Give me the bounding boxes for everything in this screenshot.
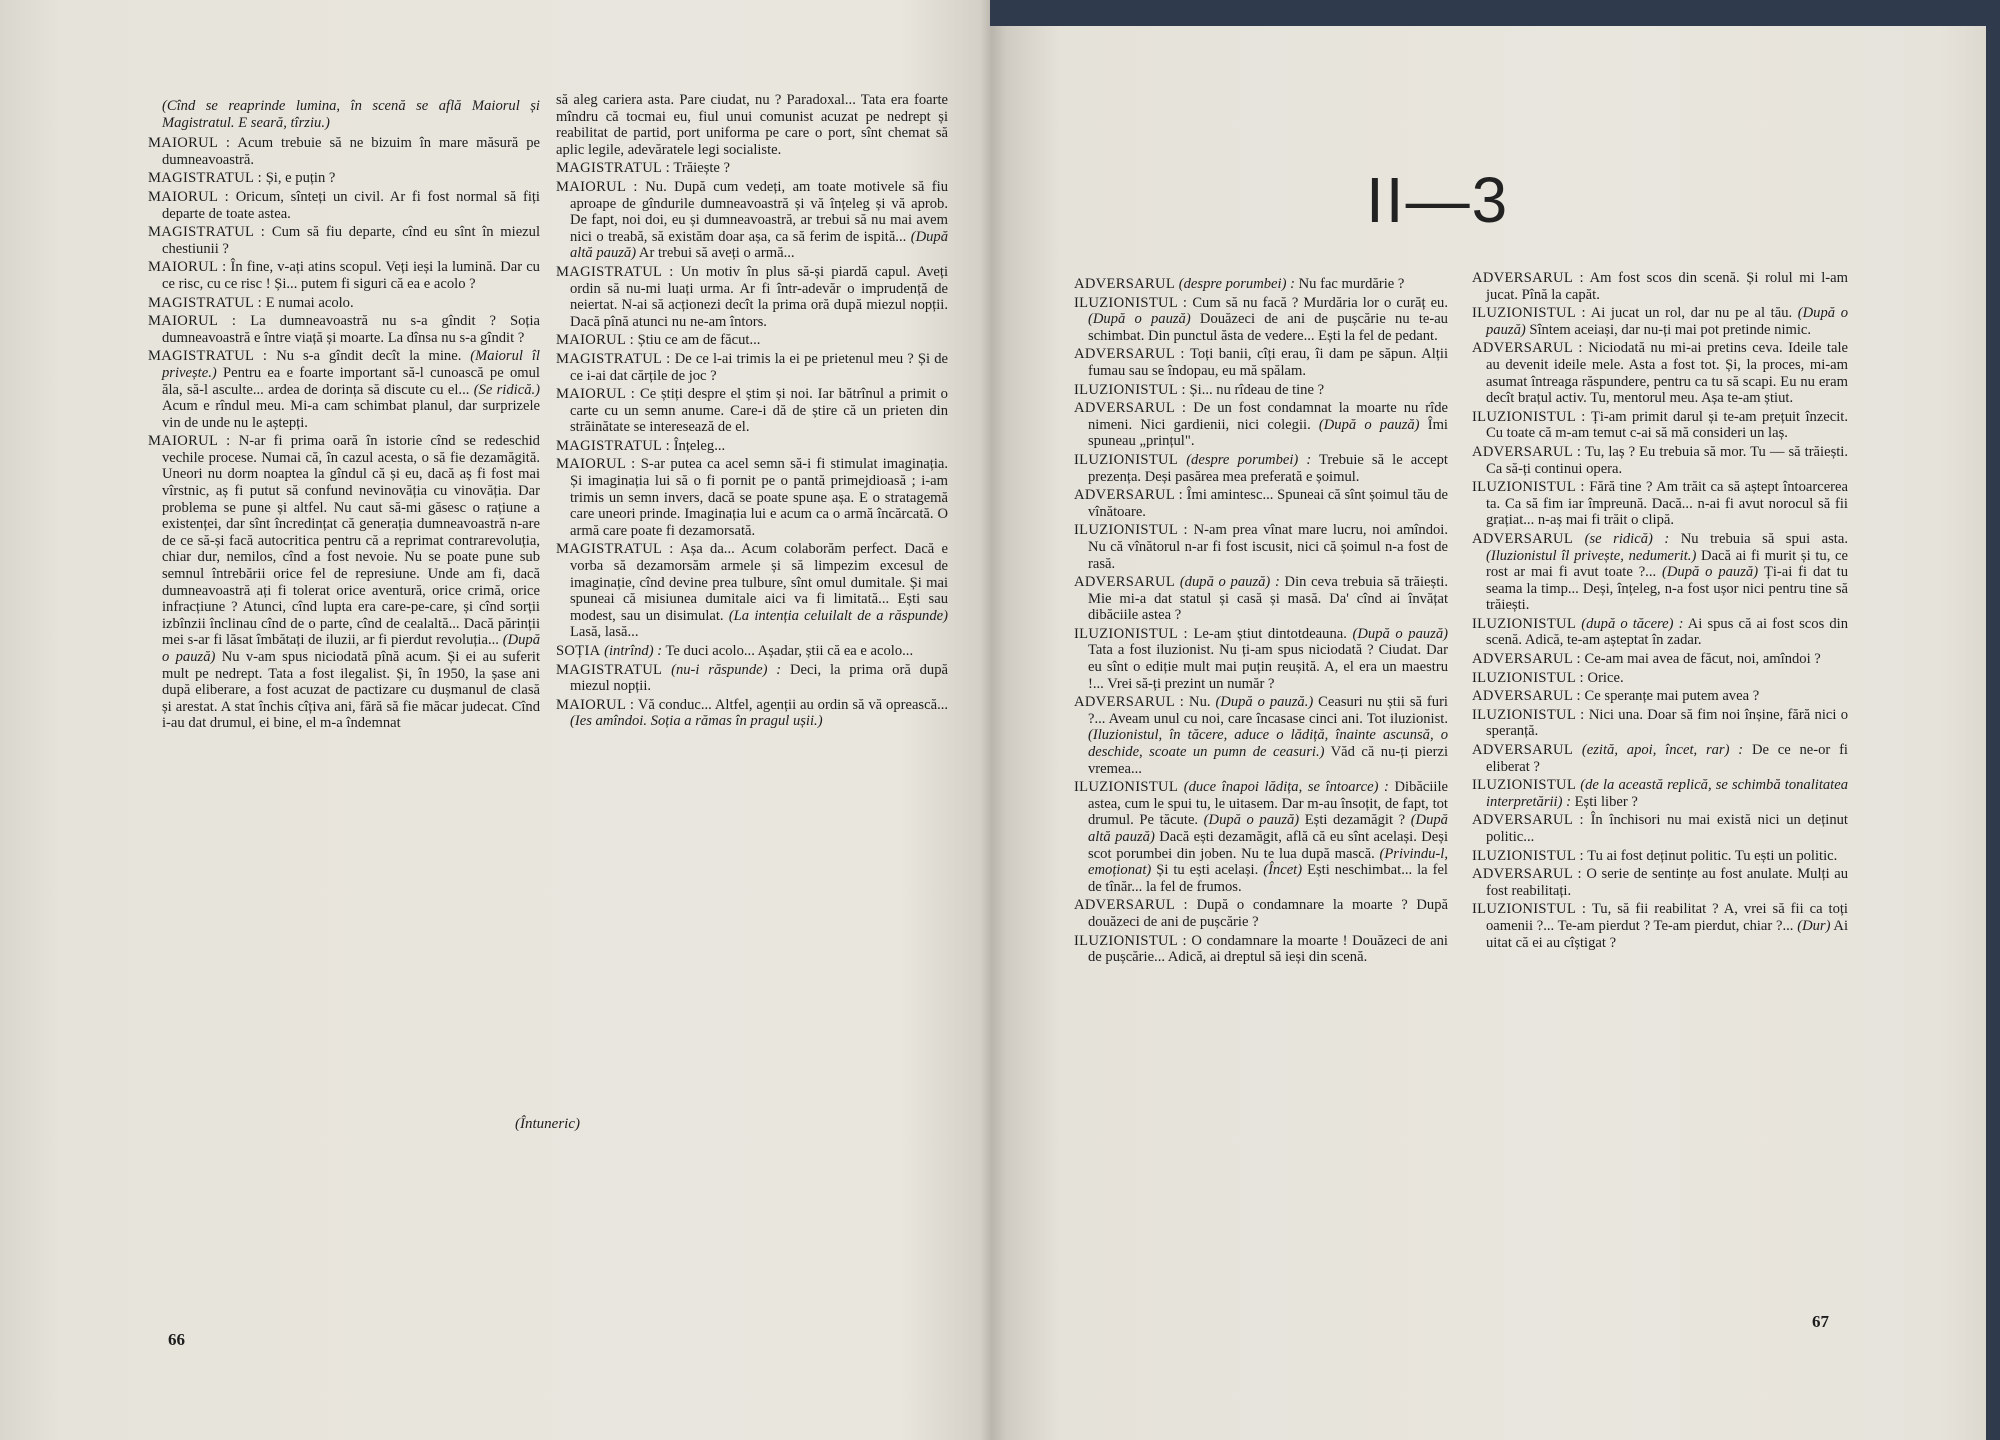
speaker-name: MAIORUL : [148,313,237,330]
dialogue-line [1074,933,1448,966]
dialogue-text: Ești dezamăgit ? [1304,812,1406,829]
dialogue-line [556,643,948,660]
right-page-column-2 [1472,270,1848,953]
dialogue-line [148,348,540,431]
dialogue-text: Un motiv în plus să-și piardă capul. Aveți ordin să nu-mi luați urma. Ar fi într-adevăr o imprudență de neiertat. N-ai să acționezi decît la prima oră după miezul nopții. Dacă pînă atunci nu ne-am întors. [570,263,948,330]
dialogue-text: Lasă, lasă... [570,624,639,641]
dialogue-text: Ți-am primit darul și te-am prețuit înzecit. Cu toate că m-am temut c-ai să mă consideri un laș. [1486,408,1849,442]
dialogue-line [1472,444,1848,477]
speaker-name: ILUZIONISTUL : [1472,408,1586,425]
dialogue-text: Cum să fiu departe, cînd eu sînt în miezul chestiunii ? [162,224,541,257]
speaker-name: MAIORUL : [148,433,231,450]
speaker-name: MAIORUL : [556,386,636,403]
speaker-name: ILUZIONISTUL : [1472,847,1584,864]
speaker-name: MAGISTRATUL : [148,170,263,187]
speaker-name: ADVERSARUL [1472,742,1574,759]
dialogue-text: Ce știți despre el știm și noi. Iar bătrînul a primit o carte cu un semn anume. Care-i dă de știre că un prieten din străinătate se interesează de el. [570,386,948,436]
stage-direction: (de la această replică, se schimbă tonalitatea interpretării) : [1486,777,1848,810]
dialogue-text: De ce l-ai trimis la ei pe prietenul meu ? Și de ce i-ai dat cărțile de joc ? [570,350,948,384]
book-cover-edge-top [990,0,2000,26]
dialogue-line [1074,400,1448,450]
dialogue-line [556,332,948,349]
stage-direction: (După o pauză.) [1215,694,1314,711]
stage-direction: (După o pauză) [1203,812,1300,829]
dialogue-line [1472,305,1848,338]
dialogue-text: Cum să nu facă ? Murdăria lor o curăț eu. [1192,294,1448,311]
dialogue-line [1074,897,1448,930]
speaker-name: SOȚIA [556,643,601,659]
dialogue-line [1074,626,1448,692]
dialogue-text: Fără tine ? Am trăit ca să aștept întoarcerea ta. Ca să fim iar împreună. Dacă... n-ai fi avut norocul să fii grațiat... n-aș mai fi trăit o clipă. [1486,479,1848,529]
speaker-name: MAIORUL : [556,456,636,473]
dialogue-text: Orice. [1587,669,1624,686]
dialogue-line [556,438,948,455]
speaker-name: MAGISTRATUL : [556,437,671,454]
book-cover-edge-right [1986,0,2000,1440]
speaker-name: ADVERSARUL : [1074,897,1188,914]
dialogue-text: Ar trebui să aveți o armă... [638,245,795,262]
speaker-name: MAIORUL : [148,259,227,276]
speaker-name: ADVERSARUL : [1074,487,1183,504]
stage-direction: (După o pauză) [1352,625,1449,642]
speaker-name: ADVERSARUL : [1074,346,1185,363]
stage-direction: (se ridică) : [1584,530,1670,547]
dialogue-line [148,135,540,168]
dialogue-text: Dacă ai fi murit și tu, ce rost ar mai fi avut toate ?... [1486,547,1849,581]
dialogue-line [1472,670,1848,687]
stage-direction: (După o pauză) [1088,311,1191,328]
stage-direction: (Privindu-l, emoționat) [1088,845,1448,879]
stage-direction: (despre porumbei) : [1186,451,1312,468]
stage-direction: (După o pauză) [1662,564,1759,581]
dialogue-text: Vă conduc... Altfel, agenții au ordin să vă oprească... [637,696,949,713]
speaker-name: MAIORUL : [556,332,634,349]
dialogue-text: Oricum, sînteți un civil. Ar fi fost normal să fiți departe de toate astea. [162,188,540,222]
speaker-name: ILUZIONISTUL : [1074,522,1188,539]
dialogue-text: Douăzeci de ani de pușcărie nu te-au schimbat. Din punctul ăsta de vedere... Ești la fel de pedant. [1088,311,1448,344]
dialogue-line [556,92,948,158]
speaker-name: MAGISTRATUL : [556,263,674,280]
dialogue-text: După o condamnare la moarte ? După douăzeci de ani de pușcărie ? [1088,897,1449,930]
speaker-name: ADVERSARUL [1074,276,1176,292]
left-page-column-1 [148,98,540,734]
dialogue-text: Trebuie să le accept prezența. Deși pasărea mea preferată e șoimul. [1088,451,1448,485]
speaker-name: MAGISTRATUL : [148,348,268,365]
dialogue-line [148,170,540,187]
right-page [990,28,1984,1423]
speaker-name: MAGISTRATUL : [556,160,671,177]
stage-direction: (După o pauză) [162,632,540,665]
speaker-name: MAIORUL : [148,188,230,205]
dialogue-line [556,351,948,384]
dialogue-line [556,456,948,539]
speaker-name: ILUZIONISTUL : [1074,625,1188,642]
dialogue-text: În fine, v-ați atins scopul. Veți ieși la lumină. Dar cu ce risc, cu ce risc ! Și... putem fi siguri că ea e acolo ? [162,259,540,292]
dialogue-text: O serie de sentințe au fost anulate. Mulți au fost reabilitați. [1486,866,1848,899]
stage-direction: (Iluzionistul îl privește, nedumerit.) [1486,547,1697,564]
dialogue-line [1074,694,1448,777]
dialogue-text: Tu, laș ? Eu trebuia să mor. Tu — să trăiești. Ca să-ți continui opera. [1486,443,1849,477]
dialogue-text: S-ar putea ca acel semn să-i fi stimulat imaginația. Și imaginația lui să o fi pornit pe o pantă primejdioasă ; i-am trimis un semn invers, dacă se poate spune așa. E o stratagemă care uneori prinde. Imaginația lui e acum ca o armă încărcată. O armă care poate fi dezamorsată. [570,456,948,539]
dialogue-line [556,541,948,641]
dialogue-text: Le-am știut dintotdeauna. [1193,625,1347,642]
dialogue-text: La dumneavoastră nu s-a gîndit ? Soția dumneavoastră e între viață și moarte. La dînsa nu s-a gîndit ? [162,313,541,346]
dialogue-line [556,160,948,177]
dialogue-text: Și tu ești același. [1156,862,1259,879]
dialogue-line [1472,707,1848,740]
speaker-name: MAGISTRATUL : [556,541,674,558]
dialogue-text: Dacă ești dezamăgit, află că eu sînt același. Deși scot porumbei din joben. Nu te lua după mască. [1088,829,1449,862]
dialogue-text: Trăiește ? [673,160,731,177]
speaker-name: MAGISTRATUL : [556,350,671,367]
dialogue-line [1472,479,1848,529]
dialogue-line [148,433,540,732]
speaker-name: ADVERSARUL [1074,574,1176,591]
dialogue-text: N-am prea vînat mare lucru, noi amîndoi. Nu că vînătorul n-ar fi fost iscusit, nici că șoimul n-a fost de rasă. [1088,522,1448,572]
dialogue-line [148,295,540,312]
dialogue-text: Ești neschimbat... la fel de tînăr... la fel de frumos. [1088,862,1448,895]
speaker-name: ILUZIONISTUL : [1472,305,1586,322]
speaker-name: MAGISTRATUL : [148,294,263,311]
dialogue-line [1074,522,1448,572]
dialogue-line [1074,487,1448,520]
dialogue-line [556,662,948,695]
dialogue-text: Ți-ai fi dat tu seama la timp... Deși, înțeleg, n-a fost ușor nici pentru tine să trăiești. [1486,564,1848,614]
stage-direction: (ezită, apoi, încet, rar) : [1581,742,1744,759]
left-page [8,28,988,1423]
dialogue-line [148,313,540,346]
dialogue-text: Așa da... Acum colaborăm perfect. Dacă e vorba să dezamorsăm armele și să limpezim excesul de imaginație, cînd devine prea tulbure, sînt omul dumitale. Și mai spuneai că misiunea dumitale aici va fi limitată... Ești sau modest, sau un disimulat. [570,541,949,624]
dialogue-line [148,189,540,222]
dialogue-text: Niciodată nu mi-ai pretins ceva. Ideile tale au devenit ideile mele. Asta a fost tot. Și, la proces, mi-am asumat întreaga răspundere, pentru ca tu să scapi. Eu nu eram decît brațul activ. Tu, mentorul meu. Așa te-am știut. [1486,340,1848,407]
dialogue-text: E numai acolo. [265,294,354,311]
dialogue-text: Acum e rîndul meu. Mi-a cam schimbat planul, dar surprizele vin de unde nu le aștepți. [162,398,540,431]
stage-direction: (Dur) [1797,917,1831,934]
dialogue-text: Îmi spuneau „prințul". [1088,416,1448,450]
stage-direction: (Cînd se reaprinde lumina, în scenă se află Maiorul și Magistratul. E seară, tîrziu.) [162,98,540,131]
speaker-name: MAGISTRATUL [556,661,663,678]
dialogue-line [1472,866,1848,899]
dialogue-text: Văd că nu-ți pierzi vremea... [1088,744,1449,777]
dialogue-line [556,264,948,330]
speaker-name: ADVERSARUL : [1472,812,1584,829]
dialogue-text: Deci, la prima oră după miezul nopții. [570,661,948,695]
dialogue-line [1472,340,1848,406]
page-number-left: 66 [168,1330,185,1349]
stage-direction: (după o pauză) : [1179,574,1280,591]
speaker-name: ILUZIONISTUL [1472,615,1577,632]
dialogue-text: să aleg cariera asta. Pare ciudat, nu ? Paradoxal... Tata era foarte mîndru că tocmai eu, fiul unui comunist acuzat pe nedrept și reabilitat de partid, port uniforma pe care o port, sînt chemat să aplic legile, adevăratele legi socialiste. [556,92,948,158]
stage-direction: (despre porumbei) : [1178,276,1295,292]
dialogue-text: Ai spus că ai fost scos din scenă. Adică, te-am așteptat în zadar. [1486,615,1848,649]
speaker-name: ILUZIONISTUL : [1074,294,1188,311]
stage-direction: (După altă pauză) [570,228,948,262]
stage-direction: (după o tăcere) : [1581,615,1684,632]
speaker-name: ILUZIONISTUL : [1472,669,1584,686]
dialogue-text: De un fost condamnat la moarte nu rîde nimeni. Nici gardienii, nici colegii. [1088,400,1448,433]
speaker-name: MAIORUL : [556,696,635,713]
dialogue-text: Te duci acolo... Așadar, știi că ea e acolo... [665,643,914,659]
dialogue-line [1472,812,1848,845]
dialogue-text: Îmi amintesc... Spuneai că sînt șoimul tău de vînătoare. [1088,487,1448,520]
dialogue-line [1472,688,1848,705]
speaker-name: ILUZIONISTUL : [1074,381,1186,398]
dialogue-text: Ai uitat că ei au cîștigat ? [1486,917,1849,951]
dialogue-text: Ceasuri nu știi să furi ?... Aveam unul cu noi, care încasase cinci ani. Tot iluzionist. [1088,694,1448,727]
stage-direction: (După altă pauză) [1088,812,1448,845]
dialogue-line [148,259,540,292]
dialogue-text: Ai jucat un rol, dar nu pe al tău. [1590,305,1793,322]
stage-direction: (Iluzionistul, în tăcere, aduce o lădiță, înainte ascunsă, o deschide, scoate un pumn de ceasuri.) [1088,727,1448,761]
dialogue-text: În închisori nu mai există nici un deținut politic... [1486,812,1848,845]
stage-direction: (Se ridică.) [473,381,540,398]
speaker-name: MAIORUL : [148,135,231,152]
dialogue-line [1074,276,1448,293]
dialogue-line [1074,779,1448,895]
stage-direction: (intrînd) : [604,643,663,659]
dialogue-line [1074,295,1448,345]
dialogue-text: Știu ce am de făcut... [637,332,761,349]
dialogue-text: O condamnare la moarte ! Douăzeci de ani de pușcărie... Adică, ai dreptul să ieși din scenă. [1088,932,1448,966]
dialogue-text: Nu fac murdărie ? [1298,276,1405,292]
speaker-name: ADVERSARUL : [1472,688,1581,705]
speaker-name: ADVERSARUL : [1472,866,1582,883]
dialogue-text: Pentru ea e foarte important să-l cunoască pe omul ăla, să-l asculte... ardea de dorința să discute cu el... [162,364,540,398]
dialogue-line [1472,742,1848,775]
dialogue-text: Toți banii, cîți erau, îi dam pe săpun. Alții fumau sau se îndopau, eu mă spălam. [1088,346,1449,379]
dialogue-text: Și... nu rîdeau de tine ? [1189,381,1325,398]
stage-direction: (Ies amîndoi. Soția a rămas în pragul ușii.) [570,713,823,730]
dialogue-line [1074,574,1448,624]
stage-direction: (Maiorul îl privește.) [162,348,540,381]
dialogue-text: Ce speranțe mai putem avea ? [1584,688,1760,705]
dialogue-text: Tu, să fii reabilitat ? A, vrei să fii ca toți oamenii ?... Te-am pierdut ? Te-am pierdut, chiar ?... [1486,901,1848,934]
scene-ending: (Întuneric) [515,1116,580,1132]
dialogue-text: Am fost scos din scenă. Și rolul mi l-am jucat. Pînă la capăt. [1486,270,1848,303]
dialogue-text: De ce ne-or fi eliberat ? [1486,742,1848,775]
dialogue-line [556,697,948,730]
dialogue-text: Acum trebuie să ne bizuim în mare măsură pe dumneavoastră. [162,135,540,168]
speaker-name: ILUZIONISTUL : [1472,706,1585,723]
speaker-name: ADVERSARUL : [1472,651,1581,668]
dialogue-line [1472,409,1848,442]
dialogue-text: Nu trebuia să spui asta. [1680,530,1848,547]
speaker-name: ADVERSARUL : [1472,340,1583,357]
stage-direction: (După o pauză) [1486,305,1848,338]
stage-direction: (duce înapoi lădița, se întoarce) : [1183,779,1389,796]
dialogue-line [556,179,948,262]
dialogue-line [1074,382,1448,399]
dialogue-text: N-ar fi prima oară în istorie cînd se redeschid vechile procese. Numai că, în cazul acesta, o să fie dezamăgită. Uneori nu dorm noaptea la gîndul că și eu, dacă aș fi fost mai vîrstnic, aș fi putut să confund nevinovăția cu vinovăția. Dar problema se pune și altfel. Nu caut să-mi găsesc o rațiune a existenței, dar sînt încredințat că generația dumneavoastră n-are de ce să-și facă autocritica pentru că a reprimat contrarevoluția, chiar dur, nemilos, cînd a fost nevoie. Nu se poate pune sub semnul întrebării orice fel de represiune. Unde am fi, dacă dumneavoastră ați fi tolerat orice aventură, orice crimă, orice infracțiune ? Atunci, cînd lupta era care-pe-care, și cînd sorții izbînzii înclinau cînd de o parte, cînd de cealaltă... Dacă părinții mei s-ar fi lăsat îmbătați de iluzii, ar fi pierdut revoluția... [162,433,540,649]
dialogue-text: Nici una. Doar să fim noi înșine, fără nici o speranță. [1486,706,1849,740]
speaker-name: ADVERSARUL : [1472,443,1582,460]
dialogue-line [1472,531,1848,614]
dialogue-line [1472,270,1848,303]
speaker-name: ILUZIONISTUL : [1472,479,1585,496]
speaker-name: ADVERSARUL : [1074,694,1185,711]
speaker-name: ILUZIONISTUL [1074,779,1179,796]
dialogue-line [1472,616,1848,649]
speaker-name: ILUZIONISTUL : [1472,901,1587,918]
speaker-name: ADVERSARUL [1472,530,1574,547]
dialogue-text: Și, e puțin ? [265,170,336,187]
speaker-name: ILUZIONISTUL : [1074,932,1187,949]
dialogue-text: Înțeleg... [673,437,726,454]
dialogue-text: Din ceva trebuia să trăiești. Mie mi-a dat statul și casă și masă. Da' cînd ai învățat dibăciile astea ? [1088,574,1448,624]
dialogue-text: Sîntem aceiași, dar nu-ți mai pot pretinde nimic. [1529,321,1812,338]
page-number-right: 67 [1812,1312,1829,1331]
left-page-column-2 [556,92,948,732]
right-page-column-1 [1074,276,1448,968]
dialogue-text: Dibăciile astea, cum le spui tu, le uitasem. Dar m-au însoțit, de fapt, tot drumul. Pe tăcute. [1088,779,1448,829]
stage-direction: (La intenția celuilalt de a răspunde) [728,607,948,624]
speaker-name: MAIORUL : [556,178,638,195]
dialogue-line [1472,777,1848,810]
scene-heading: II—3 [1366,164,1510,236]
dialogue-line [556,386,948,436]
dialogue-text: Tata a fost iluzionist. Nu ți-am spus niciodată ? Ciudat. Dar eu sînt o ediție mult mai puțin reușită. A, el era un maestru !... Vrei să-ți prezint un număr ? [1088,642,1448,692]
dialogue-line [1074,452,1448,485]
dialogue-text: Tu ai fost deținut politic. Tu ești un politic. [1587,847,1838,864]
dialogue-line [1472,651,1848,668]
speaker-name: MAGISTRATUL : [148,224,266,241]
dialogue-line [1472,848,1848,865]
dialogue-text: Ești liber ? [1574,793,1638,810]
dialogue-text: Nu v-am spus niciodată pînă acum. Și ei au suferit mult pe nedrept. Tata a fost ilegalist. Și, în 1950, la șase ani după eliberare, a fost acuzat de pactizare cu dușmanul de clasă și arestat. A stat închis cîțiva ani, fără să fie măcar judecat. Cînd i-au dat drumul, ei bine, el m-a îndemnat [162,649,540,732]
dialogue-line [1472,901,1848,951]
dialogue-line [148,224,540,257]
stage-direction: (Încet) [1263,862,1303,879]
speaker-name: ADVERSARUL : [1074,400,1187,417]
dialogue-text: Nu. După cum vedeți, am toate motivele să fiu aproape de gîndurile dumneavoastră și vă înțeleg și vă aprob. De fapt, noi doi, eu și dumneavoastră, ar trebui să nu mai avem nici o treabă, să existăm doar așa, ca să ferim de ispită... [570,178,948,245]
dialogue-line [1074,346,1448,379]
stage-direction: (După o pauză) [1318,416,1420,433]
speaker-name: ILUZIONISTUL [1074,451,1179,468]
speaker-name: ADVERSARUL : [1472,270,1584,286]
stage-direction: (nu-i răspunde) : [671,661,782,678]
dialogue-text: Nu s-a gîndit decît la mine. [276,348,462,365]
dialogue-text: Ce-am mai avea de făcut, noi, amîndoi ? [1584,651,1821,668]
dialogue-text: Nu. [1189,694,1211,711]
speaker-name: ILUZIONISTUL [1472,777,1577,794]
